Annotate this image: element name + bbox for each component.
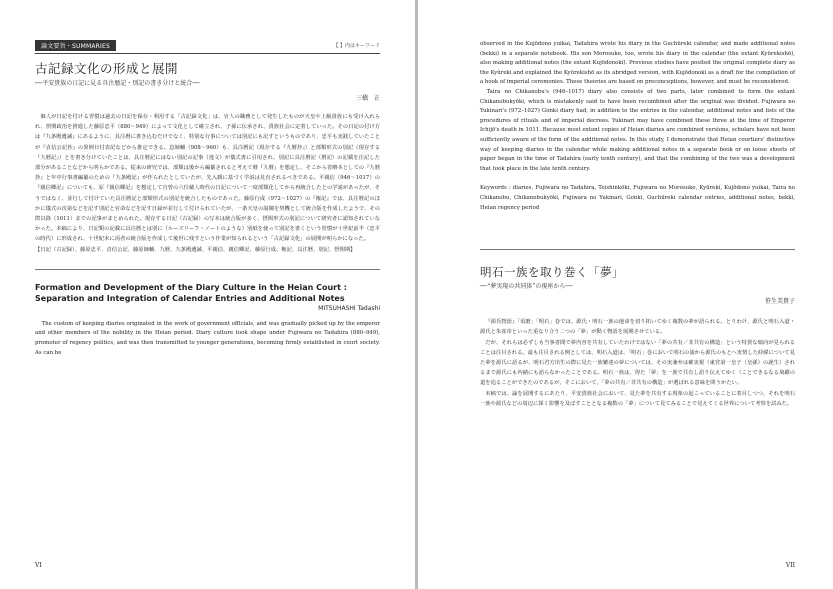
page-number-left: VI <box>35 562 42 569</box>
keyword-note: 【 】内はキーワード <box>333 43 380 49</box>
jp-author: 三橋 正 <box>355 95 380 102</box>
jp-subtitle: ──平安貴族の日記に見る具注暦記・別記の書き分けと統合── <box>35 80 200 87</box>
jp-keywords: 【日記（古記録）、藤原忠平、貞信公記、藤原師輔、九暦、九条殿遺誡、平親信、親信卿記、藤原行成、権記、具注暦、別記、摂関期】 <box>35 246 356 253</box>
en-title: Formation and Development of the Diary Culture in the Heian Court : Separation and Integration of Calendar Entries and Additional Notes <box>35 282 347 303</box>
en-abstract-continued: observed in the Kujōdono yuikai, Tadahira wrote his diary in the Guchūreki calendar, and made additional notes (bekki) in a separate notebook. His son Morosuke, too, wrote his diary in the calendar (the extant Kyūrekishō), also making additional notes (the extant Kujōdonoki). Previous studies have posited the original complete diary as the Kyūreki and explained the Kyūrekishō as its abridged version, with Kujōdonoki as a draft for the compilation of a book of imperial ceremonies. These theories are based on preconceptions, however, and must be reconsidered. <box>480 41 795 86</box>
jp-abstract-2-para-1: 『源氏物語』「須磨」「明石」巻では、源氏・明石一族の運命を切り拓いてゆく複数の夢が語られる。とりわけ、源氏と明石入道・源氏と朱雀帝といった重なり合う二つの「夢」が動く物語を展開させている。 <box>480 319 795 336</box>
en-keywords: Keywords : diaries, Fujiwara no Tadahira, Teishinkōki, Fujiwara no Morosuke, Kyūreki, Kujōdono yuikai, Taira no Chikanobu, Chikanobukyōki, Fujiwara no Yukinari, Gonki, Guchūreki calendar entries, additional notes, bekki, Heian regency period <box>480 185 795 211</box>
jp-title: 古記録文化の形成と展開 <box>35 61 179 76</box>
header-rule <box>35 53 380 54</box>
en-abstract: The custom of keeping diaries originated in the work of government officials, and was gradually picked up by the emperor and other members of the nobility in the Heian period. Diary culture took shape under Fujiwara no Tadahira (880–949), promoter of regency politics, and was then transmitted to younger generations, becoming firmly established in court society. As can be <box>35 320 380 356</box>
jp-title-2: 明石一族を取り巻く「夢」 <box>480 265 624 280</box>
jp-abstract-2-para-2: だが、それらは必ずしも当事者間で夢内容を共有していたわけではない「夢の共有／非共有の構造」という特異な傾向が見られることは注目される。最も注目される例としては、明石入道は、「明石」巻において明石の浦から源氏のもとへ実情した経緯について見た夢を源氏に語るが、明石君方出生の際に見た一族繁達の夢については、その実兼弁は確実視（東宮第一皇子（皇孫）の誕生）されるまで源氏にも内緒にも語らなかったことである。明石一族は、得た「夢」を一族で共有し語り伝えてゆく（ことできるなる飛躍の道を追ることができたのであるが、そこにおいて、「夢の共有／非共有の構造」が選ばれる意味を問うかたい。 <box>480 339 795 387</box>
jp-subtitle-2: ──“夢実現の共同体”の視座から── <box>480 283 573 291</box>
right-page <box>418 0 833 589</box>
en-author: MITSUHASHI Tadashi <box>318 304 380 312</box>
section-header <box>35 40 380 51</box>
article-divider <box>480 249 795 250</box>
section-badge: 論文要旨・SUMMARIES <box>35 40 116 51</box>
en-abstract-paragraph-2: Taira no Chikanobu's (946–1017) diary also consists of two parts, later combined to form the extant Chikanobukyōki, which is mistakenly said to have been recombined after the original was divided. Fujiwara no Yukinari's (972–1027) Gonki diary had, in addition to the entries in the calendar, additional notes and lists of the procedures of rituals and of imperial decrees. Yukinari may have combined these three at the time of Emperor Ichijō's death in 1011. Because most extant copies of Heian diaries are combined versions, scholars have not been sufficiently aware of the form of the additional notes. In this study, I demonstrate that Heian courtiers' distinctive way of keeping diaries in the calendar while making additional notes in a separate book or on loose sheets of paper began in the time of Tadahira (early tenth century), and that the combining of the two was a development that took place in the late tenth century. <box>480 88 795 172</box>
page-number-right: VII <box>785 562 795 569</box>
jp-abstract: 個人が日記を付ける習慣は過去の日記を保存・利用する「古記録文化」は、官人の職務として発生したものが天皇や上級貴族にも受け入れられ、摂関政治を推進した藤原忠平（880〜949）によって文化として確立され、子孫に伝承され、貴族社会に定着していった。その日記の付け方は『九条殿遺誡』にあるように、具注暦に書き込むだけでなく、特別な行事については別記にも記すというものであり、忠平も実践していたことが『貞信公記抄』の異例日付表記などから推定できる。息師輔（908〜960）も、具注暦記（現存する『九暦抄』）と部類形式の別記（現存する『九暦記』）とを書き分けていたことは、具注暦記にはない別記の記事（逸文）が儀式書に引用され、別記に具注暦記（暦記）の記載を注記した部分があることなどから明らかである。従来の研究では、部類は後から編纂されると考えて暦『九暦』を想定し、そこから省略本としての『九暦抄』と年中行事書編纂のための『九条殿記』が作られたとしていたが、先入観に基づく学説は見直されるべきである。平親信（946〜1017）の『親信卿記』についても、原『親信卿記』を想定して自曾の六位蔵人時代の日記について一度部類化してから再統合したとの学説があったが、そうではなく、並行して付けていた具注暦記と部類形式の別記を統合したものであった。藤原行成（972〜1027）の『権記』では、具注暦記のほかに儀式の次第などを記す別記と官命などを記す日録が並行して付けられていたが、一条天皇の崩御を契機として統合版を作成したようで、その際以降（1011）までの記事がまとめられた。現存する日記（古記録）の写本は統合版が多く、摂関形式の別記について研究者に認知されていなかった。本稿により、日記類の記載に具注暦とは別に（ルーズリーフ・ノートのような）別紙を使って別記を書くという習慣が十世紀前半（忠平の時代）に形成され、十世紀末に両者の統合版を作成して後世に残すという作業が知られるという「古記録文化」の展開が明らかになった。 <box>35 114 380 243</box>
left-page <box>0 0 415 589</box>
jp-author-2: 笹生美貴子 <box>764 298 795 306</box>
jp-abstract-2-para-3: 本稿では、論を展開するにあたり、平安貴族社会において、見た夢を共有する現象の起こっていることに着目しつつ、それを明石一族や源氏などの周辺に探く影響を及ぼすこととなる複数の「夢」について見てみることで見えてくる世界について考察を試みた。 <box>480 390 795 407</box>
section-divider <box>35 269 380 270</box>
